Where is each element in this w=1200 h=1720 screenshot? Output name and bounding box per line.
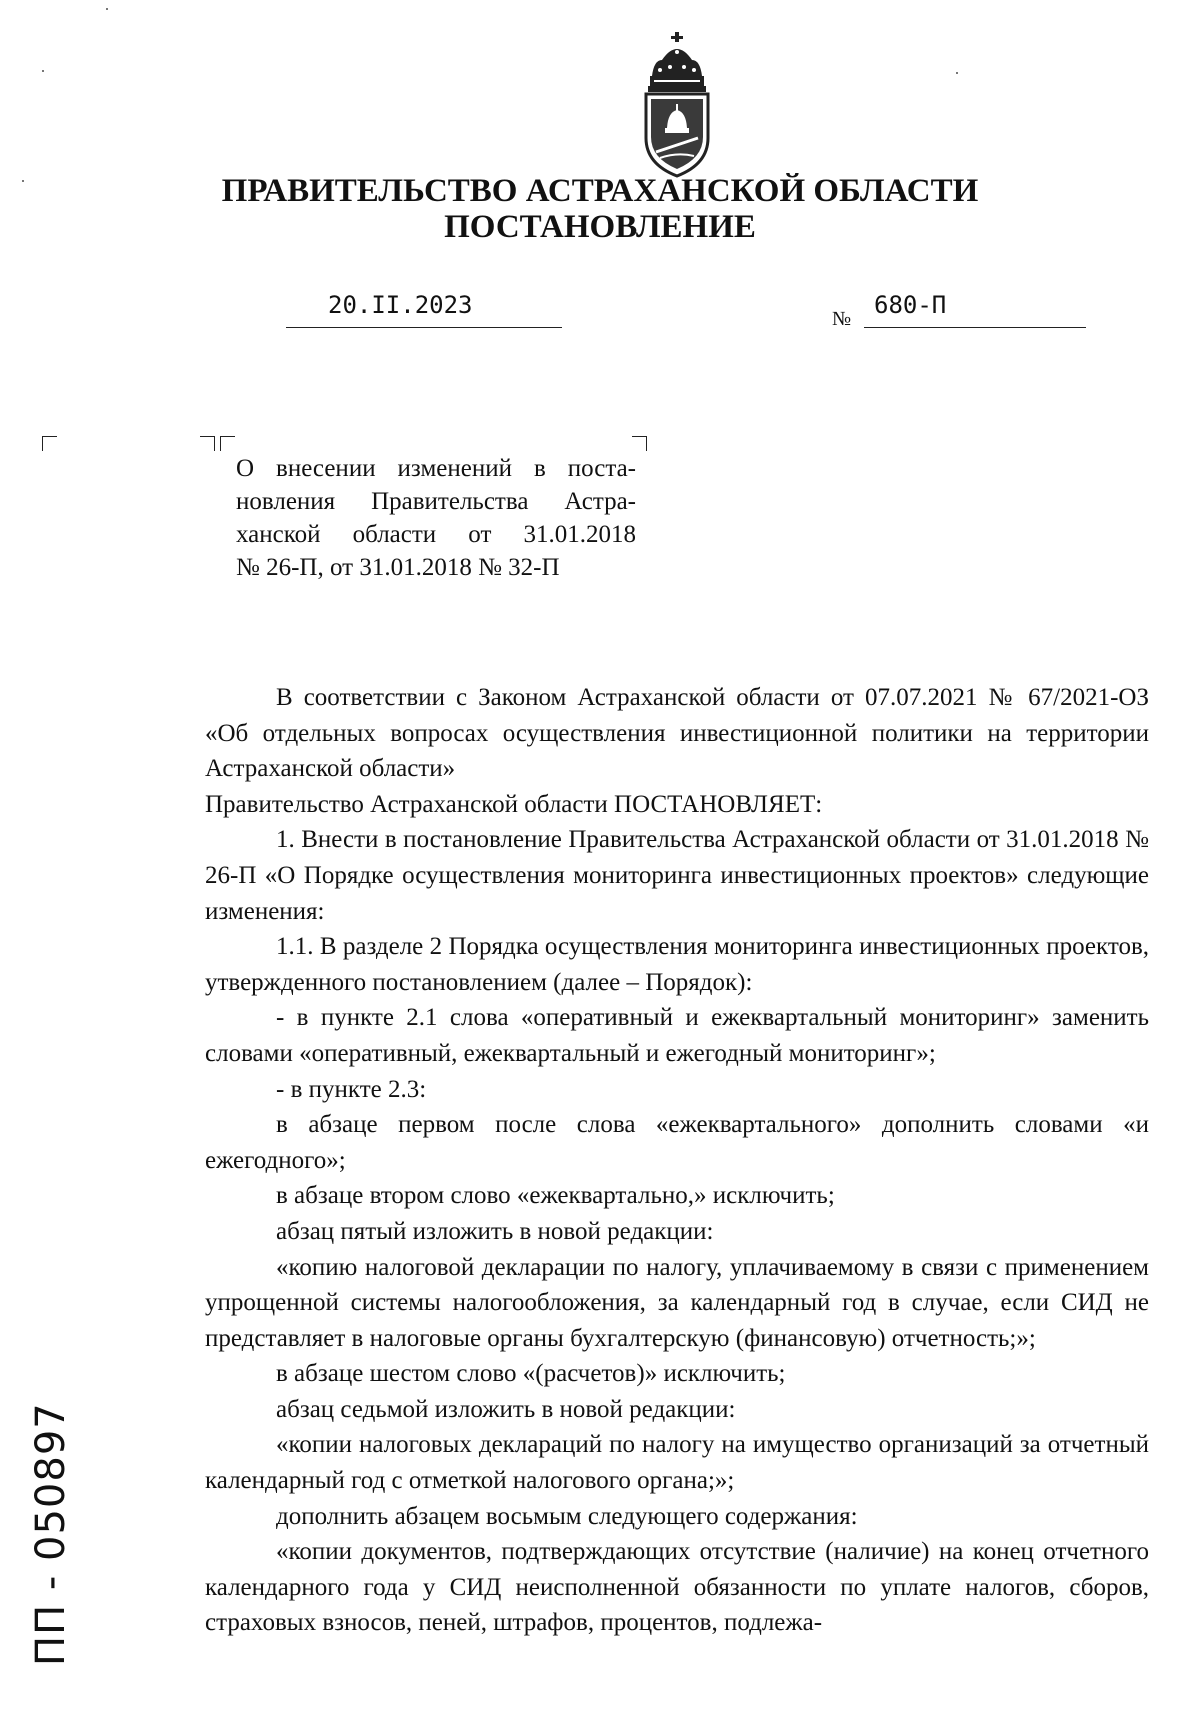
paragraph: в абзаце втором слово «ежеквартально,» исключить; [276,1182,835,1210]
margin-corner-mark [42,436,57,451]
paragraph: абзац пятый изложить в новой редакции: [276,1217,714,1245]
paragraph: - в пункте 2.1 слова «оперативный и ежеквартальный мониторинг» заменить словами «оперативный, ежеквартальный и ежегодный мониторинг»; [205,1004,1149,1067]
scan-speck [956,72,958,74]
date-field [286,284,562,328]
paragraph: - в пункте 2.3: [276,1075,427,1103]
subject-line: О внесении изменений в поста- [236,455,636,482]
paragraph-resolves: Правительство Астраханской области ПОСТАНОВЛЯЕТ: [205,790,823,818]
paragraph-preamble: В соответствии с Законом Астраханской области от 07.07.2021 № 67/2021-ОЗ «Об отдельных вопросах осуществления инвестиционной политики на территории Астраханской области» [205,684,1149,783]
paragraph: в абзаце шестом слово «(расчетов)» исключить; [276,1360,786,1388]
scan-speck [22,180,24,182]
document-type: ПОСТАНОВЛЕНИЕ [444,209,756,245]
paragraph-item-1-1: 1.1. В разделе 2 Порядка осуществления мониторинга инвестиционных проектов, утвержденного постановлением (далее – Порядок): [205,933,1149,996]
paragraph: дополнить абзацем восьмым следующего содержания: [276,1502,858,1530]
org-title: ПРАВИТЕЛЬСТВО АСТРАХАНСКОЙ ОБЛАСТИ [221,173,979,209]
paragraph: «копии документов, подтверждающих отсутствие (наличие) на конец отчетного календарного года у СИД неисполненной обязанности по уплате налогов, сборов, страховых взносов, пеней, штрафов, процентов, подлежа- [205,1538,1149,1637]
subject-block [236,452,636,584]
number-label: № [832,308,852,330]
subject-bracket-left [200,436,215,451]
subject-bracket-left [220,436,235,451]
document-number: 680-П [874,291,947,319]
scan-speck [42,70,44,72]
document-body [205,680,1149,1641]
scan-speck [106,8,108,10]
paragraph: в абзаце первом после слова «ежеквартального» дополнить словами «и ежегодного»; [205,1111,1149,1174]
document-date: 20.II.2023 [328,291,473,319]
paragraph: «копию налоговой декларации по налогу, уплачиваемому в связи с применением упрощенной системы налогообложения, за календарный год в случае, если СИД не представляет в налоговые органы бухгалтерскую (финансовую) отчетность;»; [205,1253,1149,1352]
number-field [864,284,1086,328]
subject-line: № 26-П, от 31.01.2018 № 32-П [236,554,560,581]
subject-line: ханской области от 31.01.2018 [236,521,636,548]
serial-stamp: ПП - 050897 [28,1402,74,1666]
subject-line: новления Правительства Астра- [236,488,636,515]
coat-of-arms-icon [640,30,714,180]
paragraph: «копии налоговых деклараций по налогу на имущество организаций за отчетный календарный год с отметкой налогового органа;»; [205,1431,1149,1495]
subject-bracket-right [632,436,647,451]
paragraph-item-1: 1. Внести в постановление Правительства Астраханской области от 31.01.2018 № 26-П «О Порядке осуществления мониторинга инвестиционных проектов» следующие изменения: [205,826,1149,925]
paragraph: абзац седьмой изложить в новой редакции: [276,1395,736,1423]
